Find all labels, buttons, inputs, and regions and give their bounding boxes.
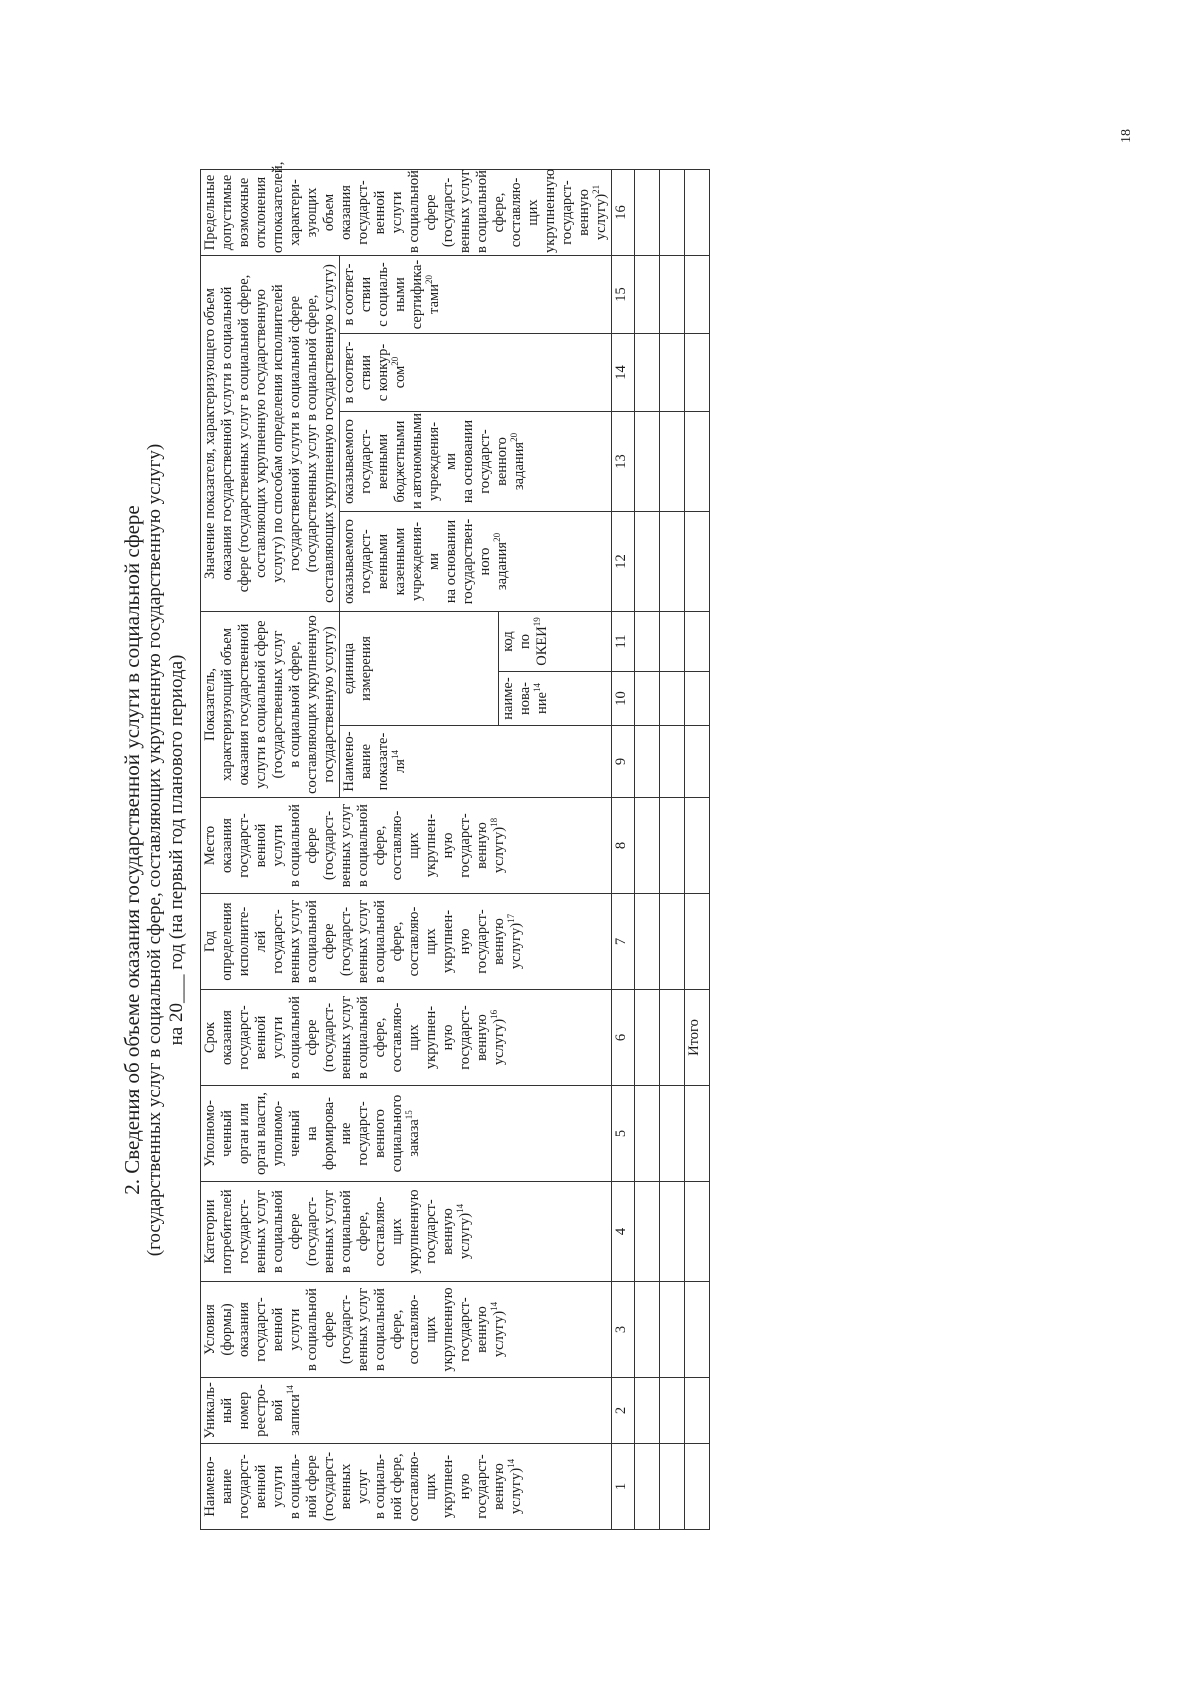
empty-cell bbox=[685, 798, 710, 894]
empty-cell bbox=[685, 169, 710, 255]
header-competition: в соответ- ствии с конкур- сом$^{20}$ bbox=[340, 334, 612, 412]
empty-cell bbox=[685, 726, 710, 798]
section-title bbox=[120, 130, 188, 1570]
column-number: 6 bbox=[612, 990, 635, 1086]
header-service-term: Срок оказания государст- венной услуги в социальной сфере (государст- венных услуг в социальной сфере, составляю- щих укрупнен- ную государст- венную услугу)$^{16}$ bbox=[201, 990, 612, 1086]
empty-cell bbox=[685, 1182, 710, 1282]
column-number: 14 bbox=[612, 334, 635, 412]
total-label: Итого bbox=[685, 990, 710, 1086]
empty-cell bbox=[660, 334, 685, 412]
empty-cell bbox=[660, 1444, 685, 1530]
empty-cell bbox=[660, 412, 685, 512]
header-year-of-selection: Год определения исполните- лей государст- венных услуг в социальной сфере (государст- венных услуг в социальной сфере, составляю- щих укрупнен- ную государст- венную услугу)$^{17}$ bbox=[201, 894, 612, 990]
empty-cell bbox=[685, 1086, 710, 1182]
empty-cell bbox=[685, 1444, 710, 1530]
empty-cell bbox=[660, 1378, 685, 1444]
column-number: 3 bbox=[612, 1282, 635, 1378]
empty-cell bbox=[660, 672, 685, 726]
column-number: 4 bbox=[612, 1182, 635, 1282]
header-unit-group: единица измерения bbox=[340, 612, 499, 726]
column-number: 7 bbox=[612, 894, 635, 990]
empty-cell bbox=[685, 672, 710, 726]
empty-cell bbox=[685, 255, 710, 333]
empty-cell bbox=[635, 334, 660, 412]
empty-cell bbox=[635, 1182, 660, 1282]
empty-cell bbox=[660, 798, 685, 894]
empty-cell bbox=[685, 334, 710, 412]
header-value-group: Значение показателя, характеризующего объем оказания государственной услуги в социальной сфере (государственных услуг в социальной сфере, составляющих укрупненную государственную услугу) по способам определения исполнителей государственной услуги в социальной сфере (государственных услуг в социальной сфере, составляющих укрупненную государственную услугу) bbox=[201, 255, 340, 611]
empty-cell bbox=[635, 412, 660, 512]
header-service-place: Место оказания государст- венной услуги в социальной сфере (государст- венных услуг в социальной сфере, составляю- щих укрупнен- ную государст- венную услугу)$^{18}$ bbox=[201, 798, 612, 894]
header-conditions: Условия (формы) оказания государст- венной услуги в социальной сфере (государст- венных услуг в социальной сфере, составляю- щих укрупненную государст- венную услугу)$^{14}$ bbox=[201, 1282, 612, 1378]
header-state-budget: оказываемого государст- венными бюджетными и автономными учреждения- ми на основании государст- венного задания$^{20}$ bbox=[340, 412, 612, 512]
column-number: 11 bbox=[612, 612, 635, 672]
header-certificates: в соответ- ствии с социаль- ными сертифика- тами$^{20}$ bbox=[340, 255, 612, 333]
empty-cell bbox=[635, 894, 660, 990]
empty-cell bbox=[635, 726, 660, 798]
total-row bbox=[685, 169, 710, 1529]
empty-cell bbox=[635, 798, 660, 894]
header-consumer-categories: Категории потребителей государст- венных услуг в социальной сфере (государст- венных услуг в социальной сфере, составляю- щих укрупненную государст- венную услугу)$^{14}$ bbox=[201, 1182, 612, 1282]
column-number: 5 bbox=[612, 1086, 635, 1182]
table-row bbox=[635, 169, 660, 1529]
header-indicator-name: Наимено- вание показате- $ля^{14}$ bbox=[340, 726, 612, 798]
column-number: 13 bbox=[612, 412, 635, 512]
empty-cell bbox=[685, 412, 710, 512]
column-number: 10 bbox=[612, 672, 635, 726]
empty-cell bbox=[635, 1378, 660, 1444]
empty-cell bbox=[685, 612, 710, 672]
header-service-name: Наимено- вание государст- венной услуги в социаль- ной сфере (государст- венных услуг в социаль- ной сфере, составляю- щих укрупнен- ную государст- венную услугу)$^{14}$ bbox=[201, 1444, 612, 1530]
empty-cell bbox=[635, 1086, 660, 1182]
empty-cell bbox=[660, 726, 685, 798]
title-line-3: на 20___ год (на первый год планового периода) bbox=[166, 654, 187, 1046]
title-line-2: (государственных услуг в социальной сфере, составляющих укрупненную государственную услугу) bbox=[144, 443, 165, 1257]
empty-cell bbox=[635, 512, 660, 612]
empty-cell bbox=[635, 169, 660, 255]
empty-cell bbox=[660, 1086, 685, 1182]
volume-table bbox=[200, 161, 710, 1530]
header-authorized-body: Уполномо- ченный орган или орган власти, уполномо- ченный на формирова- ние государст- венного социального заказа$^{15}$ bbox=[201, 1086, 612, 1182]
column-number: 9 bbox=[612, 726, 635, 798]
empty-cell bbox=[660, 1182, 685, 1282]
empty-cell bbox=[685, 894, 710, 990]
column-numbers-row bbox=[612, 169, 635, 1529]
empty-cell bbox=[660, 990, 685, 1086]
empty-cell bbox=[660, 894, 685, 990]
empty-cell bbox=[635, 672, 660, 726]
empty-cell bbox=[660, 255, 685, 333]
header-unit-name: наиме- нова- ние$^{14}$ bbox=[499, 672, 612, 726]
page-number: 18 bbox=[1119, 129, 1134, 143]
empty-cell bbox=[635, 990, 660, 1086]
title-line-1: 2. Сведения об объеме оказания государственной услуги в социальной сфере bbox=[120, 505, 144, 1195]
column-number: 12 bbox=[612, 512, 635, 612]
table-row bbox=[660, 169, 685, 1529]
header-deviations: Предельные допустимые возможные отклонения отпоказателей, характери- зующих объем оказания государст- венной услуги в социальной сфере (государст- венных услуг в социальной сфере, составляю- щих укрупненную государст- венную услугу)$^{21}$ bbox=[201, 169, 612, 255]
column-number: 2 bbox=[612, 1378, 635, 1444]
empty-cell bbox=[635, 1444, 660, 1530]
empty-cell bbox=[635, 255, 660, 333]
empty-cell bbox=[660, 512, 685, 612]
header-row-1 bbox=[201, 169, 340, 1529]
rotated-page-content bbox=[120, 130, 1130, 1570]
column-number: 1 bbox=[612, 1444, 635, 1530]
empty-cell bbox=[635, 612, 660, 672]
column-number: 8 bbox=[612, 798, 635, 894]
header-registry-number: Уникаль- ный номер реестро- вой записи$^{14}$ bbox=[201, 1378, 612, 1444]
empty-cell bbox=[685, 1378, 710, 1444]
header-okei-code: код по ОКЕИ$^{19}$ bbox=[499, 612, 612, 672]
empty-cell bbox=[685, 1282, 710, 1378]
column-number: 15 bbox=[612, 255, 635, 333]
header-indicator-group: Показатель, характеризующий объем оказания государственной услуги в социальной сфере (государственных услуг в социальной сфере, составляющих укрупненную государственную услугу) bbox=[201, 612, 340, 798]
empty-cell bbox=[660, 612, 685, 672]
empty-cell bbox=[635, 1282, 660, 1378]
empty-cell bbox=[685, 512, 710, 612]
header-state-treasury: оказываемого государст- венными казенными учреждения- ми на основании государствен- ного задания$^{20}$ bbox=[340, 512, 612, 612]
column-number: 16 bbox=[612, 169, 635, 255]
empty-cell bbox=[660, 169, 685, 255]
empty-cell bbox=[660, 1282, 685, 1378]
